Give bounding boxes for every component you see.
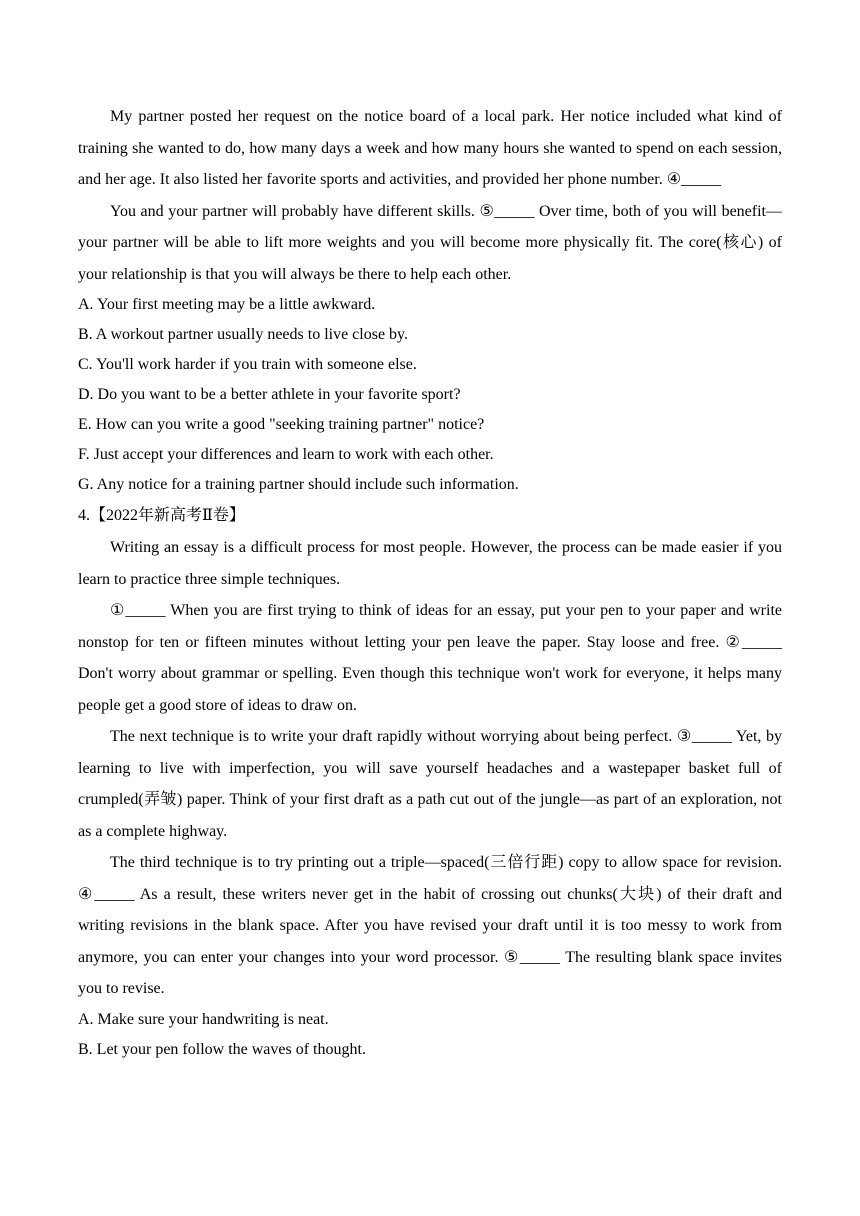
option-b: B. A workout partner usually needs to live close by. [78, 326, 409, 343]
question4-heading: 4.【2022年新高考Ⅱ卷】 [78, 507, 245, 524]
document-page [78, 101, 782, 1065]
question4-paragraph-2: ①_____ When you are first trying to think of ideas for an essay, put your pen to your paper and write nonstop for ten or fifteen minutes without letting your pen leave the paper. Stay loose and free. ②_____ Don't worry about grammar or spelling. Even though this technique won't work for everyone, it helps many people get a good store of ideas to draw on. [78, 602, 782, 714]
option-e: E. How can you write a good "seeking training partner" notice? [78, 416, 485, 433]
passage3-paragraph-2: You and your partner will probably have different skills. ⑤_____ Over time, both of you will benefit—your partner will be able to lift more weights and you will become more physically fit. The core(核心) of your relationship is that you will always be there to help each other. [78, 202, 782, 283]
passage3-options [78, 290, 782, 500]
option-d: D. Do you want to be a better athlete in your favorite sport? [78, 386, 461, 403]
passage3-paragraph-1: My partner posted her request on the notice board of a local park. Her notice included what kind of training she wanted to do, how many days a week and how many hours she wanted to spend on each session, and her age. It also listed her favorite sports and activities, and provided her phone number. ④_____ [78, 108, 782, 188]
option-c: C. You'll work harder if you train with someone else. [78, 356, 417, 373]
option-a: A. Your first meeting may be a little awkward. [78, 296, 376, 313]
question4-paragraph-1: Writing an essay is a difficult process for most people. However, the process can be made easier if you learn to practice three simple techniques. [78, 539, 782, 588]
question4-options [78, 1005, 782, 1065]
question4-paragraph-4: The third technique is to try printing out a triple—spaced(三倍行距) copy to allow space for revision. ④_____ As a result, these writers never get in the habit of crossing out chunks(大块) of their draft and writing revisions in the blank space. After you have revised your draft until it is too messy to work from anymore, you can enter your changes into your word processor. ⑤_____ The resulting blank space invites you to revise. [78, 854, 782, 997]
q4-option-b: B. Let your pen follow the waves of thought. [78, 1040, 366, 1058]
question4-paragraph-3: The next technique is to write your draft rapidly without worrying about being perfect. ③_____ Yet, by learning to live with imperfection, you will save yourself headaches and a wastepaper basket full of crumpled(弄皱) paper. Think of your first draft as a path cut out of the jungle—as part of an exploration, not as a complete highway. [78, 728, 782, 840]
option-g: G. Any notice for a training partner should include such information. [78, 476, 519, 493]
option-f: F. Just accept your differences and learn to work with each other. [78, 446, 494, 463]
q4-option-a: A. Make sure your handwriting is neat. [78, 1010, 329, 1028]
